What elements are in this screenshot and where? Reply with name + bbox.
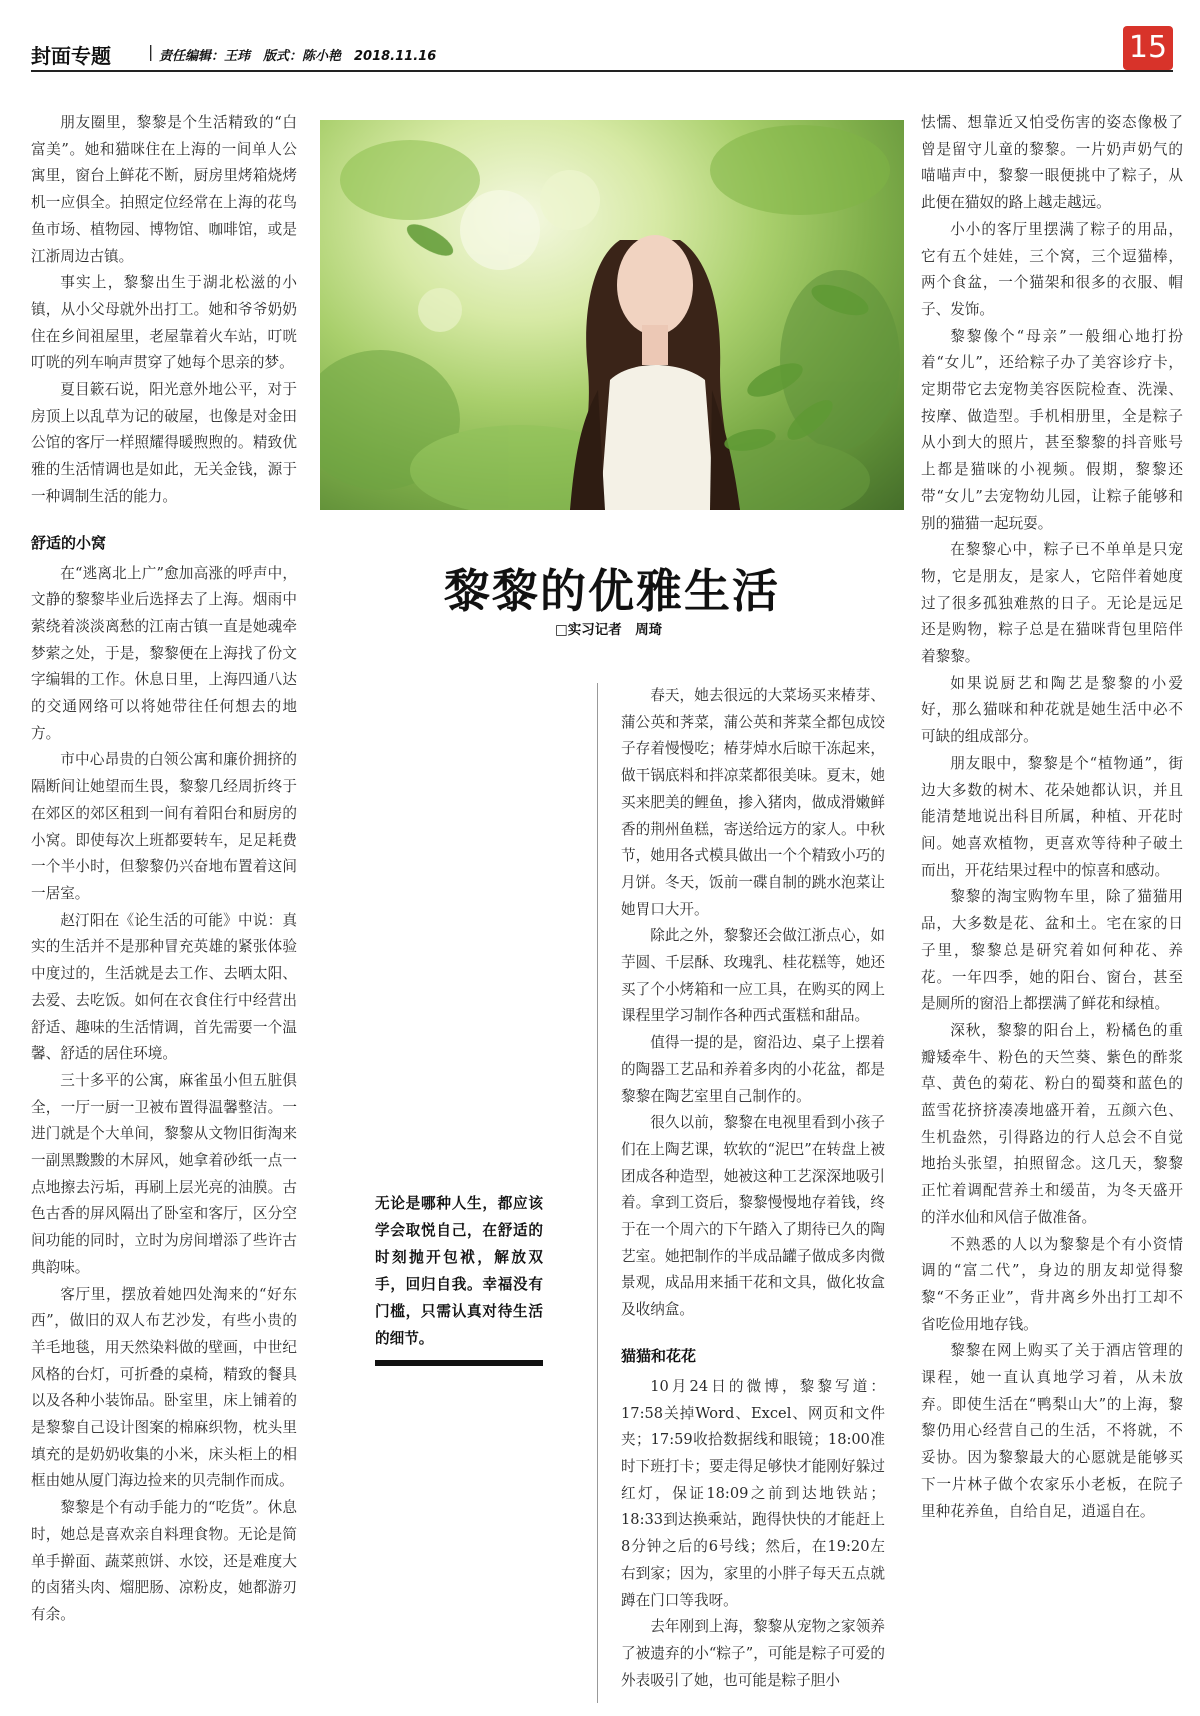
header-separator: | [148,42,154,61]
paragraph: 在“逃离北上广”愈加高涨的呼声中，文静的黎黎毕业后选择去了上海。烟雨中萦绕着淡淡离愁的江南古镇一直是她魂牵梦萦之处，于是，黎黎便在上海找了份文字编辑的工作。休息日里，上海四通八达的交通网络可以将她带往任何想去的地方。 [31,564,297,742]
page-number: 15 [1123,26,1173,70]
byline: □实习记者 周琦 [555,622,663,638]
paragraph: 夏目簌石说，阳光意外地公平，对于房顶上以乱草为记的破屋，也像是对金田公馆的客厅一样照耀得暖煦煦的。精致优雅的生活情调也是如此，无关金钱，源于一种调制生活的能力。 [31,381,297,505]
paragraph: 在黎黎心中，粽子已不单单是只宠物，它是朋友，是家人，它陪伴着她度过了很多孤独难熬的日子。无论是远足还是购物，粽子总是在猫咪背包里陪伴着黎黎。 [921,541,1183,666]
section-heading: 舒适的小窝 [31,533,107,552]
paragraph: 很久以前，黎黎在电视里看到小孩子们在上陶艺课，软软的“泥巴”在转盘上被团成各种造型，她被这种工艺深深地吸引着。拿到工资后，黎黎慢慢地存着钱，终于在一个周六的下午踏入了期待已久的陶艺室。她把制作的半成品罐子做成多肉微景观，成品用来插干花和文具，做化妆盒及收纳盒。 [621,1114,885,1319]
paragraph: 三十多平的公寓，麻雀虽小但五脏俱全，一厅一厨一卫被布置得温馨整洁。一进门就是个大单间，黎黎从文物旧街淘来一副黑黢黢的木屏风，她拿着砂纸一点一点地擦去污垢，再刷上层光亮的油膜。古色古香的屏风隔出了卧室和客厅，区分空间功能的同时，立时为房间增添了些许古典韵味。 [31,1071,297,1276]
portrait-illustration [320,120,904,510]
article-column-1 [31,110,297,1629]
paragraph: 朋友眼中，黎黎是个“植物通”，街边大多数的树木、花朵她都认识，并且能清楚地说出科目所属，种植、开花时间。她喜欢植物，更喜欢等待种子破土而出，开花结果过程中的惊喜和感动。 [921,754,1183,879]
editor-credits: 责任编辑：王玮 版式：陈小艳 2018.11.16 [159,49,437,64]
paragraph: 朋友圈里，黎黎是个生活精致的“白富美”。她和猫咪住在上海的一间单人公寓里，窗台上鲜花不断，厨房里烤箱烧烤机一应俱全。拍照定位经常在上海的花鸟鱼市场、植物园、博物馆、咖啡馆，或是江浙周边古镇。 [31,114,297,265]
paragraph: 怯懦、想靠近又怕受伤害的姿态像极了曾是留守儿童的黎黎。一片奶声奶气的喵喵声中，黎黎一眼便挑中了粽子，从此便在猫奴的路上越走越远。 [921,114,1183,212]
paragraph: 除此之外，黎黎还会做江浙点心，如芋圆、千层酥、玫瑰乳、桂花糕等，她还买了个小烤箱和一应工具，在购买的网上课程里学习制作各种西式蛋糕和甜品。 [621,927,885,1025]
paragraph: 深秋，黎黎的阳台上，粉橘色的重瓣矮牵牛、粉色的天竺葵、紫色的酢浆草、黄色的菊花、粉白的蜀葵和蓝色的蓝雪花挤挤凑凑地盛开着，五颜六色、生机盎然，引得路边的行人总会不自觉地抬头张望，拍照留念。这几天，黎黎正忙着调配营养土和缓苗，为冬天盛开的洋水仙和风信子做准备。 [921,1021,1183,1226]
article-column-2 [621,683,885,1694]
paragraph: 春天，她去很远的大菜场买来椿芽、蒲公英和荠菜，蒲公英和荠菜全都包成饺子存着慢慢吃；椿芽焯水后晾干冻起来，做干锅底料和拌凉菜都很美味。夏末，她买来肥美的鲤鱼，掺入猪肉，做成滑嫩鲜香的荆州鱼糕，寄送给远方的家人。中秋节，她用各式模具做出一个个精致小巧的月饼。冬天，饭前一碟自制的跳水泡菜让她胃口大开。 [621,687,885,918]
paragraph: 如果说厨艺和陶艺是黎黎的小爱好，那么猫咪和种花就是她生活中必不可缺的组成部分。 [921,674,1183,746]
section-title: 封面专题 [31,44,111,68]
paragraph: 值得一提的是，窗沿边、桌子上摆着的陶器工艺品和养着多肉的小花盆，都是黎黎在陶艺室里自己制作的。 [621,1034,885,1105]
section-heading: 猫猫和花花 [621,1346,697,1365]
paragraph: 黎黎像个“母亲”一般细心地打扮着“女儿”，还给粽子办了美容诊疗卡，定期带它去宠物美容医院检查、洗澡、按摩、做造型。手机相册里，全是粽子从小到大的照片，甚至黎黎的抖音账号上都是猫咪的小视频。假期，黎黎还带“女儿”去宠物幼儿园，让粽子能够和别的猫猫一起玩耍。 [921,327,1183,532]
paragraph: 不熟悉的人以为黎黎是个有小资情调的“富二代”，身边的朋友却觉得黎黎“不务正业”，背井离乡外出打工却不省吃俭用地存钱。 [921,1235,1183,1333]
article-title: 黎黎的优雅生活 [444,564,780,618]
paragraph: 黎黎的淘宝购物车里，除了猫猫用品，大多数是花、盆和土。宅在家的日子里，黎黎总是研究着如何种花、养花。一年四季，她的阳台、窗台，甚至是厕所的窗沿上都摆满了鲜花和绿植。 [921,888,1183,1013]
paragraph: 10月24日的微博，黎黎写道：17:58关掉Word、Excel、网页和文件夹；17:59收拾数据线和眼镜；18:00准时下班打卡；要走得足够快才能刚好躲过红灯，保证18:09之前到达地铁站；18:33到达换乘站，跑得快快的才能赶上8分钟之后的6号线；然后，在19:20左右到家；因为，家里的小胖子每天五点就蹲在门口等我呀。 [621,1377,885,1609]
column-divider [597,683,598,1703]
paragraph: 黎黎是个有动手能力的“吃货”。休息时，她总是喜欢亲自料理食物。无论是简单手擀面、蔬菜煎饼、水饺，还是难度大的卤猪头肉、熘肥肠、凉粉皮，她都游刃有余。 [31,1499,297,1623]
paragraph: 市中心昂贵的白领公寓和廉价拥挤的隔断间让她望而生畏，黎黎几经周折终于在郊区的郊区租到一间有着阳台和厨房的小窝。即使每次上班都要转车，足足耗费一个半小时，但黎黎仍兴奋地布置着这间一居室。 [31,751,297,902]
page-header [31,30,1173,72]
pull-quote: 无论是哪种人生，都应该学会取悦自己，在舒适的时刻抛开包袱，解放双手，回归自我。幸福没有门槛，只需认真对待生活的细节。 [375,1195,543,1347]
paragraph: 客厅里，摆放着她四处淘来的“好东西”，做旧的双人布艺沙发，有些小贵的羊毛地毯，用天然染料做的壁画，中世纪风格的台灯，可折叠的桌椅，精致的餐具以及各种小装饰品。卧室里，床上铺着的是黎黎自己设计图案的棉麻织物，枕头里填充的是奶奶收集的小米，床头柜上的相框由她从厦门海边捡来的贝壳制作而成。 [31,1285,297,1490]
pull-quote-rule [375,1360,543,1366]
paragraph: 黎黎在网上购买了关于酒店管理的课程，她一直认真地学习着，从未放弃。即使生活在“鸭梨山大”的上海，黎黎仍用心经营自己的生活，不将就，不妥协。因为黎黎最大的心愿就是能够买下一片林子做个农家乐小老板，在院子里种花养鱼，自给自足，逍遥自在。 [921,1342,1183,1520]
portrait-photo [320,120,904,510]
paragraph: 去年刚到上海，黎黎从宠物之家领养了被遗弃的小“粽子”，可能是粽子可爱的外表吸引了她，也可能是粽子胆小 [621,1618,885,1689]
paragraph: 赵汀阳在《论生活的可能》中说：真实的生活并不是那种冒充英雄的紧张体验中度过的，生活就是去工作、去晒太阳、去爱、去吃饭。如何在衣食住行中经营出舒适、趣味的生活情调，首先需要一个温馨、舒适的居住环境。 [31,911,297,1063]
article-column-3 [921,110,1183,1525]
paragraph: 小小的客厅里摆满了粽子的用品，它有五个娃娃，三个窝，三个逗猫棒，两个食盆，一个猫架和很多的衣服、帽子、发饰。 [921,220,1183,318]
paragraph: 事实上，黎黎出生于湖北松滋的小镇，从小父母就外出打工。她和爷爷奶奶住在乡间祖屋里，老屋靠着火车站，叮咣叮咣的列车响声贯穿了她每个思亲的梦。 [31,274,297,372]
